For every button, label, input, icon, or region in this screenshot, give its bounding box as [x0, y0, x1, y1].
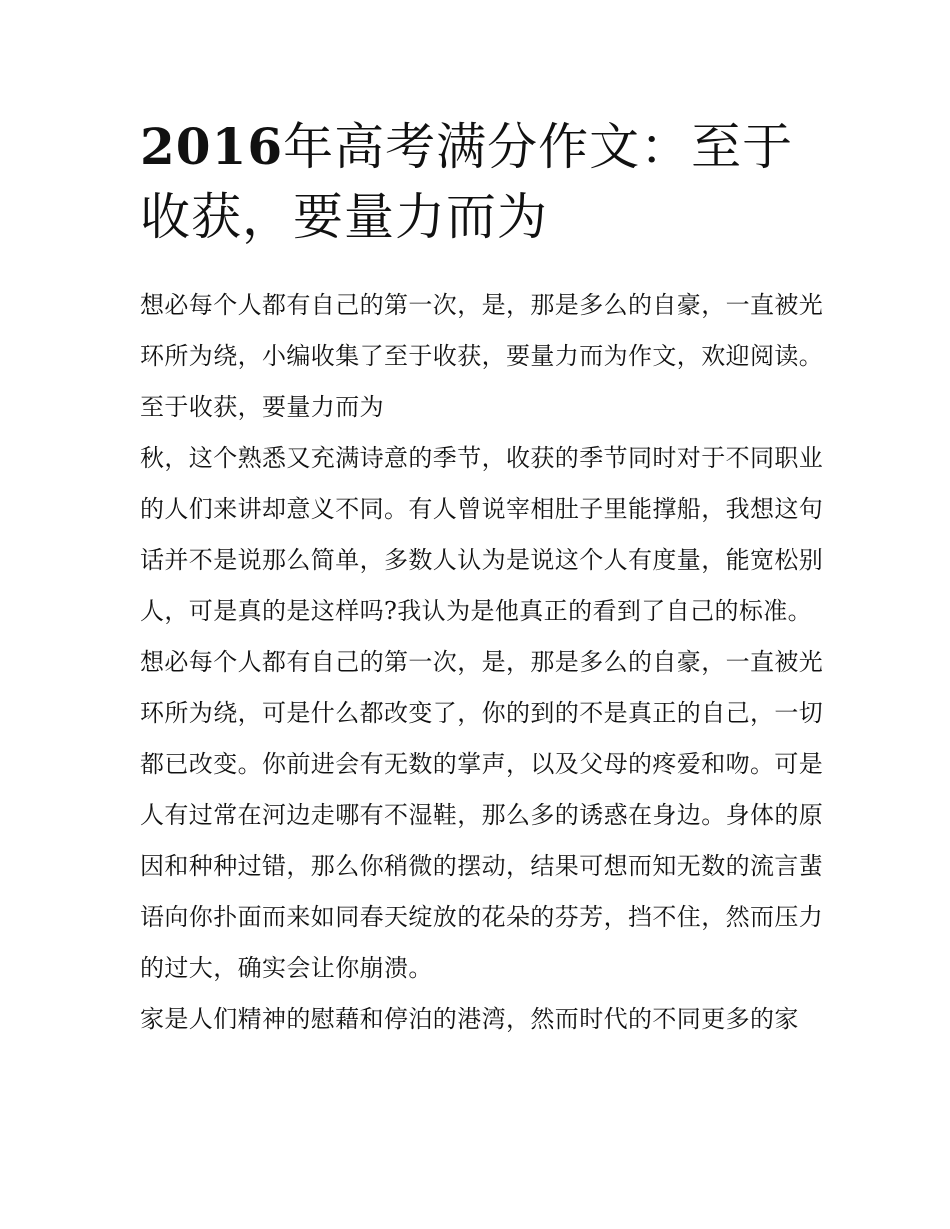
paragraph-first-time: 想必每个人都有自己的第一次，是，那是多么的自豪，一直被光环所为绕，可是什么都改变了，你的到的不是真正的自己，一切都已改变。你前进会有无数的掌声，以及父母的疼爱和吻。可是人有过常在河边走哪有不湿鞋，那么多的诱惑在身边。身体的原因和种种过错，那么你稍微的摆动，结果可想而知无数的流言蜚语向你扑面而来如同春天绽放的花朵的芬芳，挡不住，然而压力的过大，确实会让你崩溃。 — [140, 648, 824, 982]
title-year: 2016 — [140, 117, 284, 176]
document-title — [140, 112, 820, 252]
paragraph-autumn: 秋，这个熟悉又充满诗意的季节，收获的季节同时对于不同职业的人们来讲却意义不同。有人曾说宰相肚子里能撑船，我想这句话并不是说那么简单，多数人认为是说这个人有度量，能宽松别人，可是真的是这样吗?我认为是他真正的看到了自己的标准。 — [140, 444, 824, 625]
article-body — [140, 280, 830, 1045]
paragraph-intro: 想必每个人都有自己的第一次，是，那是多么的自豪，一直被光环所为绕，小编收集了至于收获，要量力而为作文，欢迎阅读。 至于收获，要量力而为 — [140, 291, 824, 421]
title-text: 年高考满分作文：至于收获，要量力而为 — [140, 118, 794, 246]
paragraph-home: 家是人们精神的慰藉和停泊的港湾，然而时代的不同更多的家 — [140, 1005, 799, 1033]
